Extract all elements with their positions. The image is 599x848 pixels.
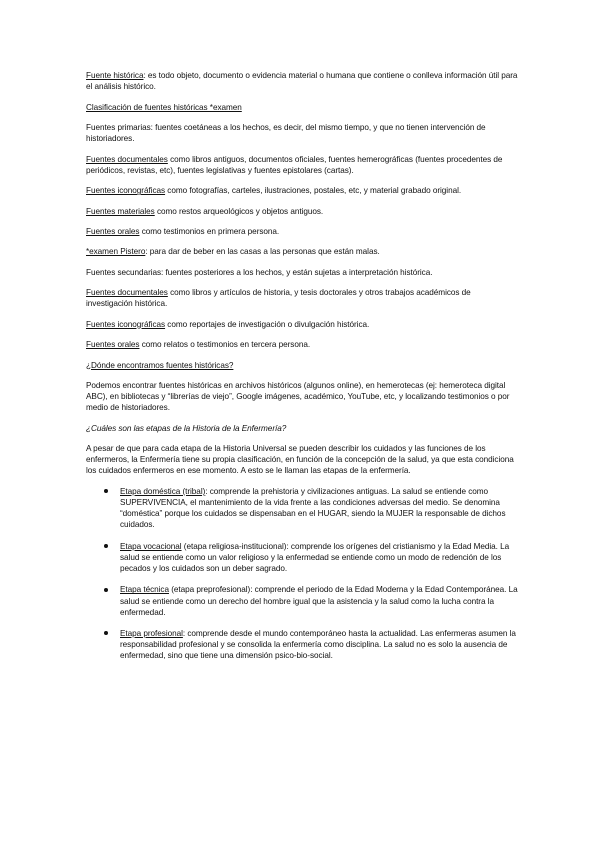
primary-oral-sources xyxy=(86,226,518,237)
primary-sources-definition: Fuentes primarias: fuentes coetáneas a los hechos, es decir, del mismo tiempo, y que no tienen intervención de historiadores. xyxy=(86,122,486,144)
stage-text: : comprende el periodo de la Edad Moderna y la Edad Contemporánea. La salud se entiende como un derecho del hombre igual que la asistencia y la salud como la lucha contra la enfermedad. xyxy=(120,585,518,617)
secondary-iconographic-sources xyxy=(86,319,518,330)
term: Fuentes documentales xyxy=(86,288,168,298)
stage-paren: (etapa religiosa-institucional) xyxy=(181,541,287,551)
heading-text: ¿Dónde encontramos fuentes históricas? xyxy=(86,360,234,370)
definition-fuente-historica xyxy=(86,70,518,92)
term: Fuentes materiales xyxy=(86,206,155,216)
primary-documental-sources xyxy=(86,154,518,176)
stage-text: : comprende los orígenes del cristianismo y la Edad Media. La salud se entiende como un valor religioso y la enfermedad se entiende como un modo de redención de los pecados y los cuidados son un deber sagrado. xyxy=(120,541,510,574)
where-heading xyxy=(86,360,518,371)
stages-question: ¿Cuáles son las etapas de la Historia de la Enfermería? xyxy=(86,423,287,433)
stage-paren: (etapa preprofesional) xyxy=(168,585,251,595)
term: Fuente histórica xyxy=(86,71,144,80)
description: como reportajes de investigación o divulgación histórica. xyxy=(165,319,370,329)
description: como restos arqueológicos y objetos antiguos. xyxy=(154,206,324,216)
term: Fuentes iconográficas xyxy=(86,186,166,196)
description: : para dar de beber en las casas a las personas que están malas. xyxy=(145,247,380,257)
secondary-documental-sources xyxy=(86,287,518,309)
list-item xyxy=(86,584,518,618)
description: como testimonios en primera persona. xyxy=(139,226,280,236)
heading-text: Clasificación de fuentes históricas *examen xyxy=(86,102,242,112)
term: *examen Pistero xyxy=(86,247,146,257)
bullet-icon xyxy=(104,489,108,493)
description: como fotografías, carteles, ilustraciones, postales, etc, y material grabado original. xyxy=(165,186,462,196)
stage-text: : comprende la prehistoria y civilizaciones antiguas. La salud se entiende como SUPERVIVENCIA, el mantenimiento de la vida frente a las condiciones adversas del medio. Se denomina “doméstica” porque los cuidados se dispensaban en el HUGAR, siendo la MUJER la responsable de dichos cuidados. xyxy=(120,486,506,530)
description: como relatos o testimonios en tercera persona. xyxy=(139,340,311,350)
stage-term: Etapa técnica xyxy=(120,585,169,595)
secondary-sources-definition: Fuentes secundarias: fuentes posteriores a los hechos, y están sujetas a interpretación histórica. xyxy=(86,267,433,277)
stage-term: Etapa doméstica (tribal) xyxy=(120,486,206,496)
list-item xyxy=(86,486,518,531)
stage-term: Etapa vocacional xyxy=(120,541,182,551)
term: Fuentes orales xyxy=(86,226,140,236)
list-item xyxy=(86,628,518,662)
list-item xyxy=(86,541,518,575)
document-body xyxy=(86,70,518,672)
stage-text: : comprende desde el mundo contemporáneo hasta la actualidad. Las enfermeras asumen la responsabilidad profesional y se consolida la enfermería como disciplina. La salud no es solo la ausencia de enfermedad, sino que tiene una dimensión psico-bio-social. xyxy=(120,628,516,661)
stage-term: Etapa profesional xyxy=(120,628,183,638)
stages-list xyxy=(86,486,518,662)
primary-material-sources xyxy=(86,206,518,217)
term: Fuentes iconográficas xyxy=(86,319,166,329)
description: como libros antiguos, documentos oficiales, fuentes hemerográficas (fuentes procedentes de periódicos, revistas, etc), fuentes legislativas y fuentes epistolares (cartas). xyxy=(86,154,503,175)
term: Fuentes documentales xyxy=(86,154,168,164)
where-paragraph: Podemos encontrar fuentes históricas en archivos históricos (algunos online), en hemerotecas (ej: hemeroteca digital ABC), en bibliotecas y “librerías de viejo”, Google imágenes, académico, YouTube, etc, y localizando testimonios o por medio de historiadores. xyxy=(86,380,510,413)
description: como libros y artículos de historia, y tesis doctorales y otros trabajos académicos de investigación histórica. xyxy=(86,288,471,309)
stages-intro: A pesar de que para cada etapa de la Historia Universal se pueden describir los cuidados y las funciones de los enfermeros, la Enfermería tiene su propia clasificación, en función de la concepción de la salud, ya que esta condiciona los cuidados enfermeros en ese momento. A esto se le llaman las etapas de la enfermería. xyxy=(86,444,514,476)
bullet-icon xyxy=(104,544,108,548)
bullet-icon xyxy=(104,631,108,635)
secondary-oral-sources xyxy=(86,339,518,350)
bullet-icon xyxy=(104,588,108,592)
term: Fuentes orales xyxy=(86,340,140,350)
classification-heading xyxy=(86,102,518,113)
definition-text: : es todo objeto, documento o evidencia material o humana que contiene o conlleva información útil para el análisis histórico. xyxy=(86,71,518,92)
pistero-note xyxy=(86,246,518,257)
primary-iconographic-sources xyxy=(86,185,518,196)
